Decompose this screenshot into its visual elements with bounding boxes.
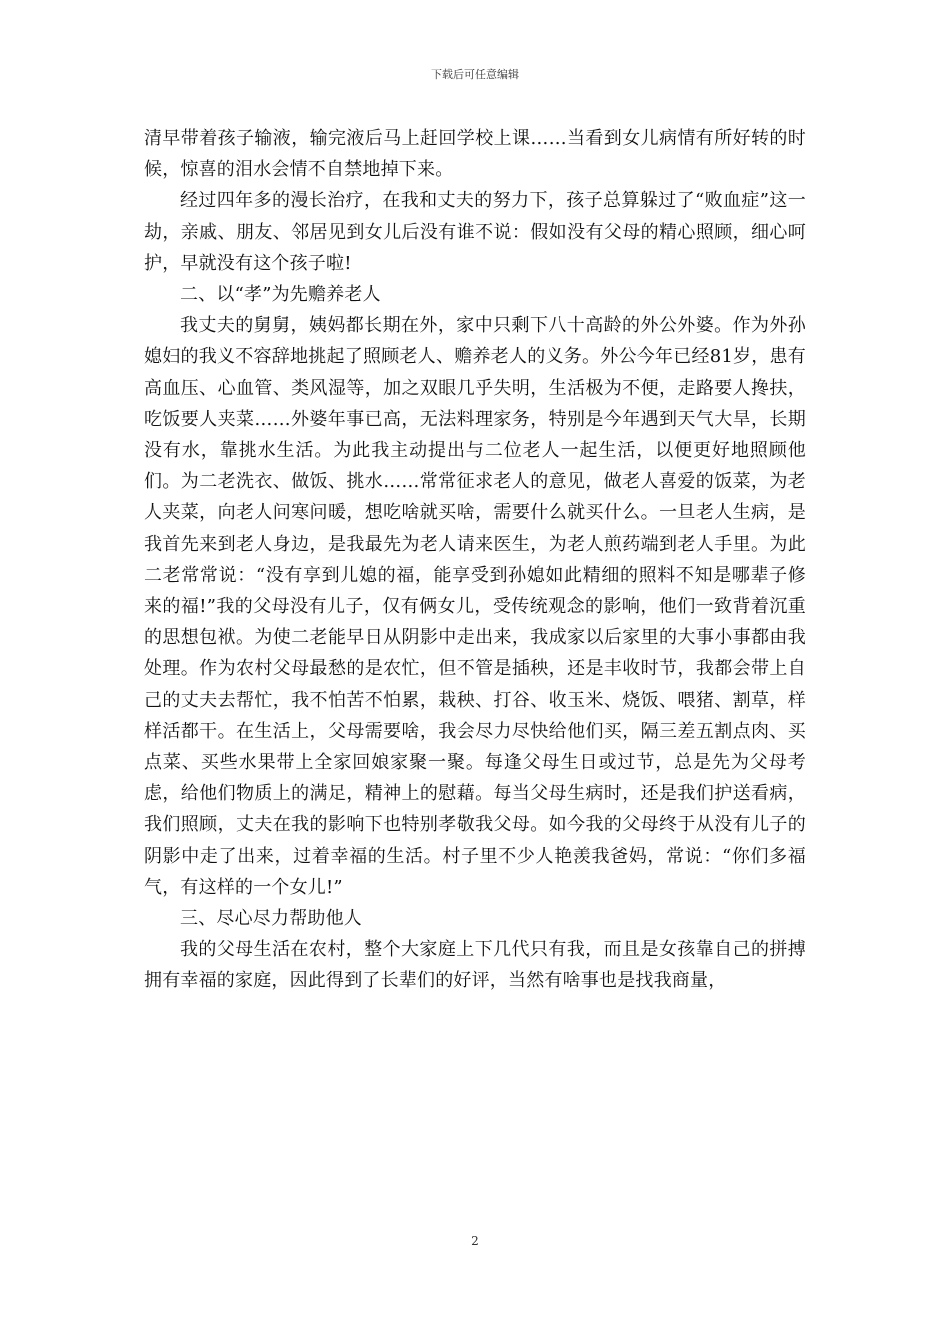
- section-heading: 二、以“孝”为先赡养老人: [180, 284, 381, 306]
- paragraph: 我丈夫的舅舅，姨妈都长期在外，家中只剩下八十高龄的外公外婆。作为外孙媳妇的我义不容辞地挑起了照顾老人、赡养老人的义务。外公今年已经81岁，患有高血压、心血管、类风湿等，加之双眼几乎失明，生活极为不便，走路要人搀扶，吃饭要人夹菜……外婆年事已高，无法料理家务，特别是今年遇到天气大旱，长期没有水，靠挑水生活。为此我主动提出与二位老人一起生活，以便更好地照顾他们。为二老洗衣、做饭、挑水……常常征求老人的意见，做老人喜爱的饭菜，为老人夹菜，向老人问寒问暖，想吃啥就买啥，需要什么就买什么。一旦老人生病，是我首先来到老人身边，是我最先为老人请来医生，为老人煎药端到老人手里。为此二老常常说：“没有享到儿媳的福，能享受到孙媳如此精细的照料不知是哪辈子修来的福!”我的父母没有儿子，仅有俩女儿，受传统观念的影响，他们一致背着沉重的思想包袱。为使二老能早日从阴影中走出来，我成家以后家里的大事小事都由我处理。作为农村父母最愁的是农忙，但不管是插秧，还是丰收时节，我都会带上自己的丈夫去帮忙，我不怕苦不怕累，栽秧、打谷、收玉米、烧饭、喂猪、割草，样样活都干。在生活上，父母需要啥，我会尽力尽快给他们买，隔三差五割点肉、买点菜、买些水果带上全家回娘家聚一聚。每逢父母生日或过节，总是先为父母考虑，给他们物质上的满足，精神上的慰藉。每当父母生病时，还是我们护送看病，我们照顾，丈夫在我的影响下也特别孝敬我父母。如今我的父母终于从没有儿子的阴影中走了出来，过着幸福的生活。村子里不少人艳羡我爸妈，常说：“你们多福气，有这样的一个女儿!”: [144, 315, 806, 898]
- page-number: 2: [471, 1234, 479, 1248]
- page-header: 下载后可任意编辑: [431, 68, 519, 81]
- section-heading: 三、尽心尽力帮助他人: [180, 908, 362, 930]
- paragraph: 我的父母生活在农村，整个大家庭上下几代只有我，而且是女孩靠自己的拼搏拥有幸福的家庭，因此得到了长辈们的好评，当然有啥事也是找我商量，: [144, 939, 806, 992]
- document-body: [144, 123, 806, 997]
- paragraph: 清早带着孩子输液，输完液后马上赶回学校上课……当看到女儿病情有所好转的时候，惊喜的泪水会情不自禁地掉下来。: [144, 128, 806, 181]
- paragraph: 经过四年多的漫长治疗，在我和丈夫的努力下，孩子总算躲过了“败血症”这一劫，亲戚、朋友、邻居见到女儿后没有谁不说：假如没有父母的精心照顾，细心呵护，早就没有这个孩子啦!: [144, 190, 806, 274]
